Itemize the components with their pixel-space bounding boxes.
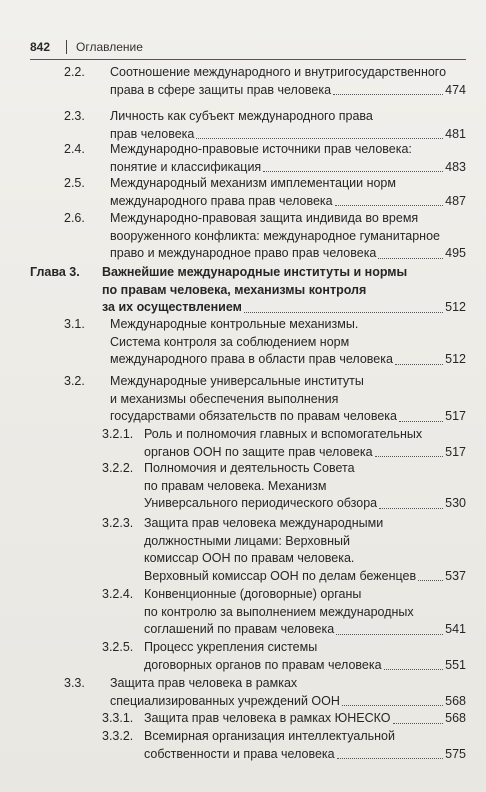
toc-chapter-3[interactable] bbox=[30, 264, 466, 318]
page-number: 842 bbox=[30, 40, 51, 54]
dot-leader bbox=[263, 171, 443, 172]
entry-number: 3.3.1. bbox=[102, 711, 134, 725]
dot-leader bbox=[379, 508, 443, 509]
dot-leader bbox=[342, 705, 443, 706]
entry-title-line: Защита прав человека в рамках bbox=[110, 676, 298, 690]
entry-title-line: Всемирная организация интеллектуальной bbox=[144, 729, 395, 743]
toc-entry-3-2-4[interactable] bbox=[102, 586, 466, 640]
entry-title-line: за их осуществлением bbox=[102, 300, 242, 314]
entry-number: 2.3. bbox=[64, 109, 85, 123]
entry-title-line: Международный механизм имплементации норм bbox=[110, 176, 396, 190]
entry-number: 3.2. bbox=[64, 374, 85, 388]
entry-title-line: международного права прав человека bbox=[110, 193, 333, 208]
running-title: Оглавление bbox=[76, 40, 143, 54]
entry-title-line: по правам человека, механизмы контроля bbox=[102, 282, 367, 297]
entry-title-line: Важнейшие международные институты и нормы bbox=[102, 265, 408, 279]
entry-page: 568 bbox=[445, 693, 466, 708]
entry-page: 512 bbox=[445, 300, 466, 314]
entry-title-line: и механизмы обеспечения выполнения bbox=[110, 391, 339, 406]
entry-title-line: соглашений по правам человека bbox=[144, 622, 335, 636]
entry-title-line: право и международное право прав человека bbox=[110, 246, 377, 260]
entry-page: 495 bbox=[445, 246, 466, 260]
header-separator bbox=[66, 40, 67, 54]
entry-number: 2.5. bbox=[64, 176, 85, 190]
entry-page: 537 bbox=[445, 568, 466, 583]
toc-entry-3-1[interactable] bbox=[64, 316, 466, 370]
entry-page: 530 bbox=[445, 496, 466, 510]
entry-title-line: специализированных учреждений ООН bbox=[110, 693, 340, 708]
entry-number: 3.2.2. bbox=[102, 461, 134, 475]
entry-title-line: понятие и классификация bbox=[110, 159, 262, 174]
toc-entry-3-3[interactable] bbox=[64, 675, 466, 711]
entry-title-line: органов ООН по защите прав человека bbox=[144, 444, 373, 459]
toc-entry-2-6[interactable] bbox=[64, 210, 466, 264]
running-header bbox=[30, 37, 466, 57]
entry-title-line: Международные контрольные механизмы. bbox=[110, 317, 359, 331]
dot-leader bbox=[395, 364, 443, 365]
toc-entry-2-2[interactable] bbox=[64, 64, 466, 100]
dot-leader bbox=[336, 634, 443, 635]
dot-leader bbox=[375, 456, 444, 457]
dot-leader bbox=[384, 669, 444, 670]
toc-entry-2-4[interactable] bbox=[64, 141, 466, 177]
entry-title-line: Соотношение международного и внутригосударственного bbox=[110, 65, 447, 79]
toc-entry-2-3[interactable] bbox=[64, 108, 466, 144]
toc-entry-2-5[interactable] bbox=[64, 175, 466, 211]
dot-leader bbox=[333, 94, 443, 95]
entry-title-line: комиссар ООН по правам человека. bbox=[144, 551, 355, 565]
entry-number: 3.2.3. bbox=[102, 516, 134, 530]
entry-number: 3.2.5. bbox=[102, 640, 134, 654]
entry-title-line: Международно-правовые источники прав человека: bbox=[110, 142, 412, 156]
entry-title-line: государствами обязательств по правам человека bbox=[110, 409, 397, 423]
toc-entry-3-2-3[interactable] bbox=[102, 515, 466, 587]
entry-page: 541 bbox=[445, 622, 466, 636]
entry-title-line: Международно-правовая защита индивида во время bbox=[110, 211, 419, 225]
toc-entry-3-3-2[interactable] bbox=[102, 728, 466, 764]
dot-leader bbox=[337, 758, 444, 759]
toc-entry-3-2-1[interactable] bbox=[102, 426, 466, 462]
entry-number: 3.3.2. bbox=[102, 729, 134, 743]
entry-page: 487 bbox=[445, 193, 466, 208]
entry-page: 483 bbox=[445, 159, 466, 174]
entry-title-line: Верховный комиссар ООН по делам беженцев bbox=[144, 568, 417, 583]
entry-title-line: Защита прав человека в рамках ЮНЕСКО bbox=[144, 711, 391, 725]
entry-title-line: Конвенционные (договорные) органы bbox=[144, 587, 362, 601]
entry-title-line: Роль и полномочия главных и вспомогательных bbox=[144, 427, 423, 441]
entry-title-line: Процесс укрепления системы bbox=[144, 640, 318, 654]
toc-entry-3-2-5[interactable] bbox=[102, 639, 466, 675]
entry-number: 2.6. bbox=[64, 211, 85, 225]
entry-title-line: Защита прав человека международными bbox=[144, 516, 384, 530]
toc-entry-3-2[interactable] bbox=[64, 373, 466, 427]
entry-title-line: международного права в области прав человека bbox=[110, 352, 393, 366]
entry-title-line: по правам человека. Механизм bbox=[144, 478, 327, 493]
dot-leader bbox=[378, 258, 443, 259]
entry-page: 517 bbox=[445, 409, 466, 423]
entry-page: 481 bbox=[445, 126, 466, 141]
dot-leader bbox=[418, 580, 443, 581]
dot-leader bbox=[335, 205, 444, 206]
entry-number: 3.2.4. bbox=[102, 587, 134, 601]
entry-title-line: по контролю за выполнением международных bbox=[144, 604, 414, 619]
entry-title-line: прав человека bbox=[110, 126, 195, 141]
dot-leader bbox=[399, 421, 443, 422]
entry-title-line: договорных органов по правам человека bbox=[144, 657, 382, 672]
entry-page: 517 bbox=[445, 444, 466, 459]
entry-title-line: Личность как субъект международного права bbox=[110, 109, 373, 123]
entry-title-line: должностными лицами: Верховный bbox=[144, 533, 350, 548]
chapter-number: Глава 3. bbox=[30, 265, 80, 279]
entry-title-line: собственности и права человека bbox=[144, 746, 335, 761]
entry-title-line: Полномочия и деятельность Совета bbox=[144, 461, 355, 475]
toc-entry-3-3-1[interactable] bbox=[102, 710, 466, 728]
entry-number: 3.1. bbox=[64, 317, 85, 331]
entry-title-line: Система контроля за соблюдением норм bbox=[110, 334, 350, 349]
entry-page: 551 bbox=[445, 657, 466, 672]
dot-leader bbox=[393, 723, 444, 724]
entry-number: 3.3. bbox=[64, 676, 85, 690]
entry-page: 474 bbox=[445, 82, 466, 97]
dot-leader bbox=[244, 312, 443, 313]
entry-title-line: права в сфере защиты прав человека bbox=[110, 82, 332, 97]
dot-leader bbox=[196, 138, 443, 139]
entry-title-line: Международные универсальные институты bbox=[110, 374, 364, 388]
entry-number: 2.4. bbox=[64, 142, 85, 156]
toc-entry-3-2-2[interactable] bbox=[102, 460, 466, 514]
header-rule bbox=[30, 59, 466, 60]
entry-page: 512 bbox=[445, 352, 466, 366]
entry-number: 2.2. bbox=[64, 65, 85, 79]
entry-number: 3.2.1. bbox=[102, 427, 134, 441]
entry-title-line: Универсального периодического обзора bbox=[144, 496, 378, 510]
entry-title-line: вооруженного конфликта: международное гуманитарное bbox=[110, 228, 440, 243]
entry-page: 575 bbox=[445, 746, 466, 761]
entry-page: 568 bbox=[445, 711, 466, 725]
